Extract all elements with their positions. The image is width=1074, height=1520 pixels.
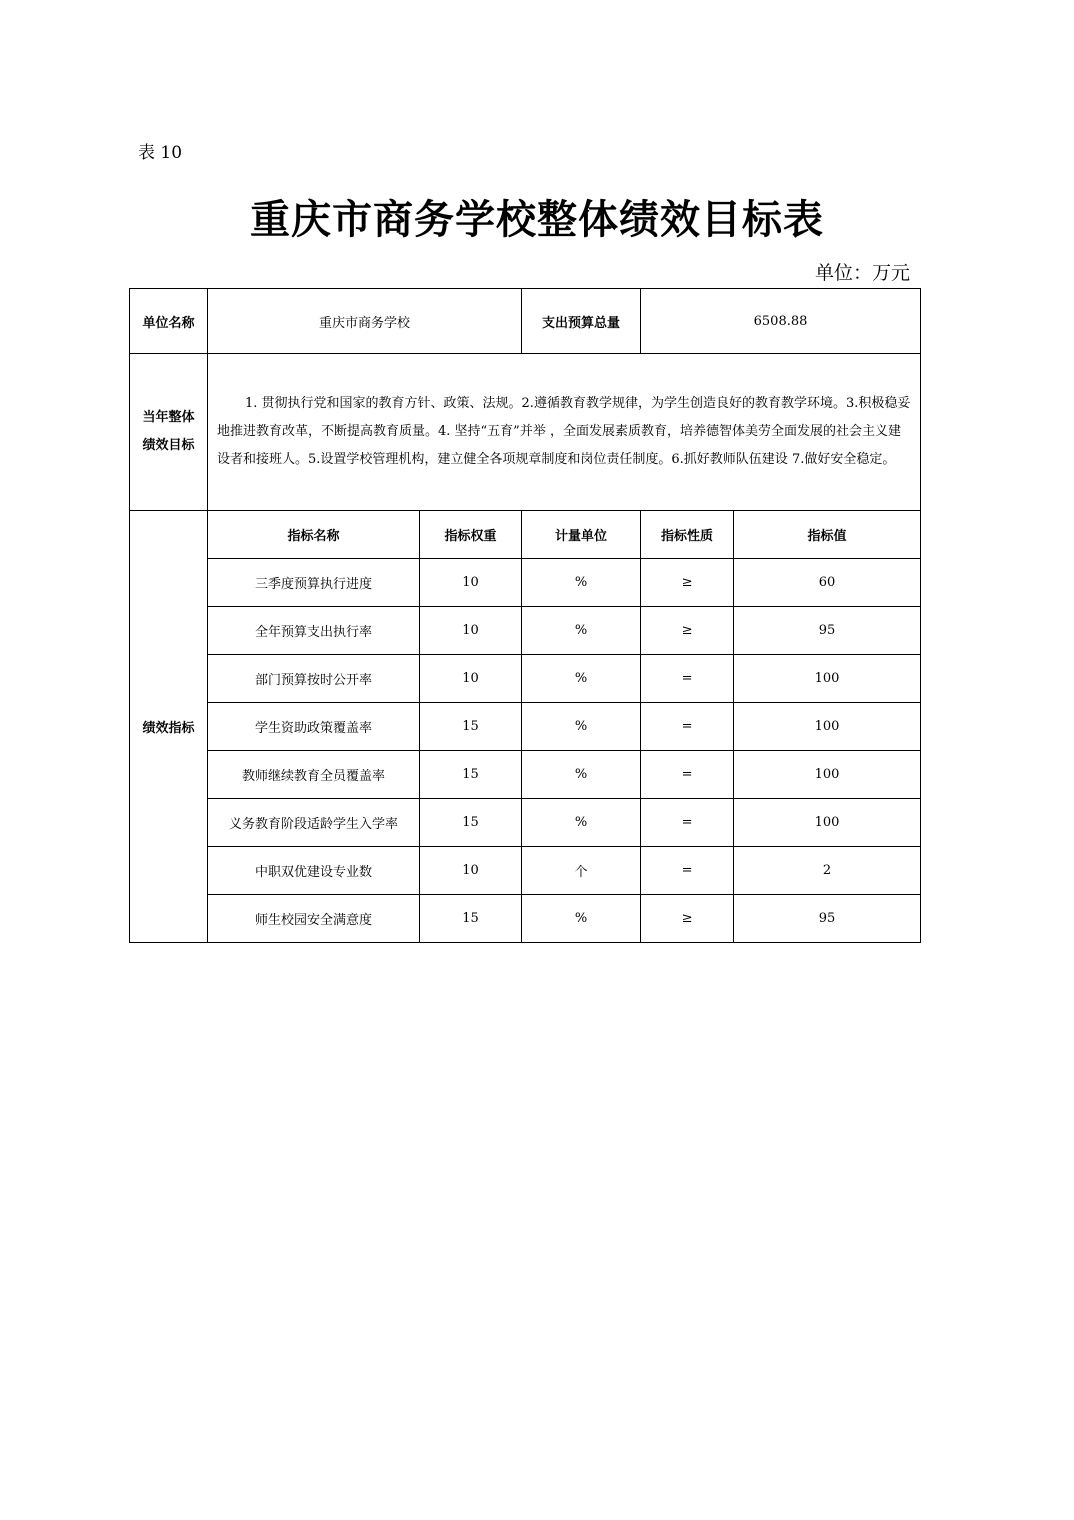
header-indicator-value: 指标值	[734, 511, 921, 559]
unit-name-label: 单位名称	[130, 289, 208, 354]
table-row	[130, 799, 921, 847]
budget-value: 6508.88	[641, 289, 921, 354]
indicator-unit: 个	[522, 847, 641, 895]
indicator-nature: =	[641, 751, 734, 799]
indicator-nature: =	[641, 703, 734, 751]
indicator-nature: ≥	[641, 559, 734, 607]
indicator-name: 全年预算支出执行率	[208, 607, 420, 655]
table-number: 表 10	[138, 143, 183, 163]
table-row	[130, 703, 921, 751]
header-indicator-name: 指标名称	[208, 511, 420, 559]
indicator-value: 60	[734, 559, 921, 607]
indicator-name: 中职双优建设专业数	[208, 847, 420, 895]
indicator-unit: %	[522, 751, 641, 799]
indicator-name: 三季度预算执行进度	[208, 559, 420, 607]
annual-goal-row	[130, 354, 921, 511]
indicator-value: 95	[734, 895, 921, 943]
indicator-unit: %	[522, 799, 641, 847]
header-indicator-nature: 指标性质	[641, 511, 734, 559]
annual-goal-text: 1. 贯彻执行党和国家的教育方针、政策、法规。2.遵循教育教学规律，为学生创造良好的教育教学环境。3.积极稳妥地推进教育改革，不断提高教育质量。4. 坚持“五育”并举 ，全面发展素质教育，培养德智体美劳全面发展的社会主义建设者和接班人。5.设置学校管理机构，建立健全各项规章制度和岗位责任制度。6.抓好教师队伍建设 7.做好安全稳定。	[208, 354, 921, 511]
indicator-value: 100	[734, 703, 921, 751]
indicator-value: 100	[734, 655, 921, 703]
indicator-nature: ≥	[641, 607, 734, 655]
table-row	[130, 655, 921, 703]
indicator-name: 学生资助政策覆盖率	[208, 703, 420, 751]
indicator-weight: 10	[420, 607, 522, 655]
performance-table	[129, 288, 921, 943]
table-row	[130, 559, 921, 607]
indicator-value: 95	[734, 607, 921, 655]
indicator-nature: =	[641, 799, 734, 847]
indicator-header-row	[130, 511, 921, 559]
indicators-label: 绩效指标	[130, 511, 208, 943]
indicator-nature: =	[641, 655, 734, 703]
budget-label: 支出预算总量	[522, 289, 641, 354]
indicator-weight: 15	[420, 751, 522, 799]
indicator-unit: %	[522, 559, 641, 607]
page-title: 重庆市商务学校整体绩效目标表	[250, 197, 824, 243]
table-row	[130, 847, 921, 895]
annual-goal-label-line2: 绩效目标	[142, 438, 195, 453]
indicator-value: 2	[734, 847, 921, 895]
indicator-nature: ≥	[641, 895, 734, 943]
indicator-weight: 10	[420, 655, 522, 703]
indicator-weight: 10	[420, 847, 522, 895]
indicator-unit: %	[522, 655, 641, 703]
indicator-unit: %	[522, 607, 641, 655]
indicator-unit: %	[522, 895, 641, 943]
indicator-weight: 15	[420, 703, 522, 751]
indicator-unit: %	[522, 703, 641, 751]
table-row	[130, 751, 921, 799]
indicator-value: 100	[734, 751, 921, 799]
header-indicator-unit: 计量单位	[522, 511, 641, 559]
unit-label: 单位：万元	[814, 262, 910, 284]
annual-goal-label-line1: 当年整体	[142, 410, 195, 425]
unit-info-row	[130, 289, 921, 354]
indicator-weight: 15	[420, 799, 522, 847]
table-row	[130, 895, 921, 943]
indicator-value: 100	[734, 799, 921, 847]
header-indicator-weight: 指标权重	[420, 511, 522, 559]
indicator-name: 义务教育阶段适龄学生入学率	[208, 799, 420, 847]
indicator-name: 教师继续教育全员覆盖率	[208, 751, 420, 799]
indicator-nature: =	[641, 847, 734, 895]
indicator-weight: 15	[420, 895, 522, 943]
indicator-name: 师生校园安全满意度	[208, 895, 420, 943]
table-row	[130, 607, 921, 655]
unit-name-value: 重庆市商务学校	[208, 289, 522, 354]
annual-goal-label	[130, 354, 208, 511]
indicator-weight: 10	[420, 559, 522, 607]
indicator-name: 部门预算按时公开率	[208, 655, 420, 703]
